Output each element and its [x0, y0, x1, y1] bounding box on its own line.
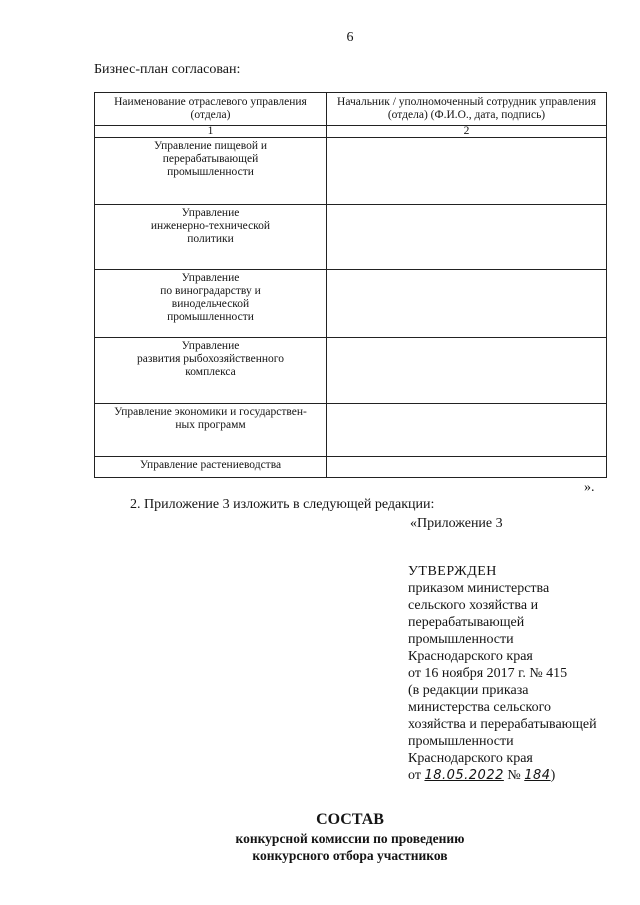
column-number-2: 2	[327, 126, 607, 138]
approved-line: Краснодарского края	[408, 649, 533, 664]
approved-line: приказом министерства	[408, 581, 550, 596]
composition-line: конкурсного отбора участников	[252, 848, 448, 863]
department-line: промышленности	[167, 311, 254, 323]
header-signatory: Начальник / уполномоченный сотрудник управления (отдела) (Ф.И.О., дата, подпись)	[327, 93, 607, 126]
approval-table	[94, 92, 607, 478]
table-row	[95, 404, 607, 457]
department-cell	[95, 457, 327, 478]
approved-line: (в редакции приказа	[408, 683, 529, 698]
department-line: развития рыбохозяйственного	[136, 353, 284, 365]
handwritten-number: 184	[524, 768, 551, 783]
signature-cell	[327, 270, 607, 338]
approved-line: от 16 ноября 2017 г. № 415	[408, 666, 568, 681]
column-number-1: 1	[95, 126, 327, 138]
date-prefix: от	[408, 768, 425, 783]
department-line: Управление	[181, 207, 240, 219]
number-prefix: №	[503, 768, 525, 783]
table-row	[95, 457, 607, 478]
signature-cell	[327, 205, 607, 270]
department-line: по виноградарству и	[160, 285, 261, 297]
intro-text: Бизнес-план согласован:	[94, 62, 241, 77]
approval-block	[408, 563, 638, 784]
department-line: промышленности	[167, 166, 254, 178]
approved-date-line	[408, 767, 638, 784]
department-line: Управление экономики и государствен-	[114, 406, 307, 418]
composition-heading	[0, 810, 640, 864]
approved-line: промышленности	[408, 632, 514, 647]
approved-line: хозяйства и перерабатывающей	[408, 717, 597, 732]
department-line: инженерно-технической	[150, 220, 271, 232]
header-department: Наименование отраслевого управления (отдела)	[95, 93, 327, 126]
table-row	[95, 270, 607, 338]
department-line: винодельческой	[171, 298, 250, 310]
department-line: комплекса	[185, 366, 236, 378]
signature-cell	[327, 404, 607, 457]
approved-title: УТВЕРЖДЕН	[408, 564, 497, 579]
page-number: 6	[346, 30, 354, 45]
department-line: ных программ	[175, 419, 246, 431]
department-line: Управление	[181, 272, 240, 284]
department-cell	[95, 138, 327, 205]
item-2-text: 2. Приложение 3 изложить в следующей редакции:	[130, 497, 435, 512]
department-line: Управление пищевой и	[153, 140, 268, 152]
handwritten-date: 18.05.2022	[424, 768, 504, 783]
signature-cell	[327, 138, 607, 205]
department-cell	[95, 404, 327, 457]
appendix-label: «Приложение 3	[410, 516, 503, 531]
table-row	[95, 205, 607, 270]
composition-line: конкурсной комиссии по проведению	[235, 831, 465, 846]
approved-line: министерства сельского	[408, 700, 552, 715]
approved-line: сельского хозяйства и	[408, 598, 539, 613]
department-line: перерабатывающей	[162, 153, 259, 165]
department-cell	[95, 205, 327, 270]
column-number-row	[95, 126, 607, 138]
table-header-row	[95, 93, 607, 126]
department-cell	[95, 338, 327, 404]
approved-line: Краснодарского края	[408, 751, 533, 766]
department-cell	[95, 270, 327, 338]
department-line: политики	[187, 233, 234, 245]
closing-quote: ».	[584, 480, 595, 495]
table-row	[95, 138, 607, 205]
department-line: Управление растениеводства	[139, 459, 282, 471]
department-line: Управление	[181, 340, 240, 352]
composition-title: СОСТАВ	[316, 811, 384, 828]
approved-line: промышленности	[408, 734, 514, 749]
table-row	[95, 338, 607, 404]
approved-line: перерабатывающей	[408, 615, 525, 630]
signature-cell	[327, 338, 607, 404]
signature-cell	[327, 457, 607, 478]
close-paren: )	[550, 768, 556, 783]
